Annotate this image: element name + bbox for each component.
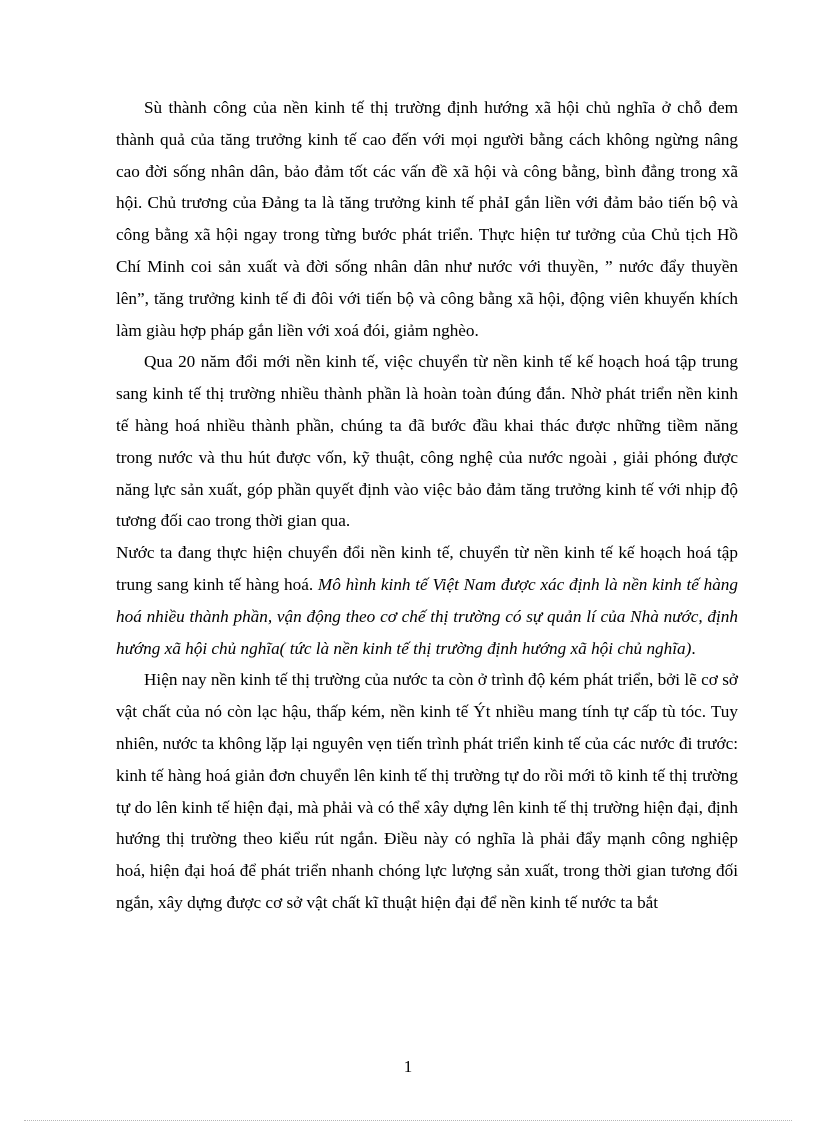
paragraph-4: Hiện nay nền kinh tế thị trường của nước ta còn ở trình độ kém phát triển, bởi lẽ cơ sở vật chất của nó còn lạc hậu, thấp kém, nền kinh tế Ýt nhiều mang tính tự cấp tù tóc. Tuy nhiên, nước ta không lặp lại nguyên vẹn tiến trình phát triển kinh tế của các nước đi trước: kinh tế hàng hoá giản đơn chuyển lên kinh tế thị trường tự do rồi mới tõ kinh tế thị trường tự do lên kinh tế hiện đại, mà phải và có thể xây dựng lên kinh tế thị trường hiện đại, định hướng thị trường theo kiểu rút ngắn. Điều này có nghĩa là phải đẩy mạnh công nghiệp hoá, hiện đại hoá để phát triển nhanh chóng lực lượng sản xuất, trong thời gian tương đối ngắn, xây dựng được cơ sở vật chất kĩ thuật hiện đại để nền kinh tế nước ta bắt	[116, 670, 738, 912]
page-number: 1	[403, 1057, 413, 1076]
paragraph-3-trailing: .	[691, 638, 696, 658]
paragraph-2: Qua 20 năm đổi mới nền kinh tế, việc chuyển từ nền kinh tế kế hoạch hoá tập trung sang kinh tế thị trường nhiều thành phần là hoàn toàn đúng đắn. Nhờ phát triển nền kinh tế hàng hoá nhiều thành phần, chúng ta đã bước đầu khai thác được những tiềm năng trong nước và thu hút được vốn, kỹ thuật, công nghệ của nước ngoài , giải phóng được năng lực sản xuất, góp phần quyết định vào việc bảo đảm tăng trưởng kinh tế với nhịp độ tương đối cao trong thời gian qua.	[116, 352, 738, 531]
footer-divider	[24, 1120, 792, 1121]
body-text	[116, 92, 738, 919]
paragraph-3-italic: Mô hình kinh tế Việt Nam được xác định là nền kinh tế hàng hoá nhiều thành phần, vận động theo cơ chế thị trường có sự quản lí của Nhà nước, định hướng xã hội chủ nghĩa( tức là nền kinh tế thị trường định hướng xã hội chủ nghĩa)	[116, 574, 738, 658]
paragraph-1: Sù thành công của nền kinh tế thị trường định hướng xã hội chủ nghĩa ở chỗ đem thành quả của tăng trưởng kinh tế cao đến với mọi người bằng cách không ngừng nâng cao đời sống nhân dân, bảo đảm tốt các vấn đề xã hội và công bằng, bình đẳng trong xã hội. Chủ trương của Đảng ta là tăng trưởng kinh tế phảI gắn liền với đảm bảo tiến bộ và công bằng xã hội ngay trong từng bước phát triển. Thực hiện tư tưởng của Chủ tịch Hồ Chí Minh coi sản xuất và đời sống nhân dân như nước với thuyền, ” nước đẩy thuyền lên”, tăng trưởng kinh tế đi đôi với tiến bộ và công bằng xã hội, động viên khuyến khích làm giàu hợp pháp gắn liền với xoá đói, giảm nghèo.	[116, 98, 738, 340]
paragraph-3-normal: Nước ta đang thực hiện chuyển đổi nền kinh tế, chuyển từ nền kinh tế kế hoạch hoá tập trung sang kinh tế hàng hoá.	[116, 543, 738, 594]
paragraph-3	[116, 537, 738, 664]
